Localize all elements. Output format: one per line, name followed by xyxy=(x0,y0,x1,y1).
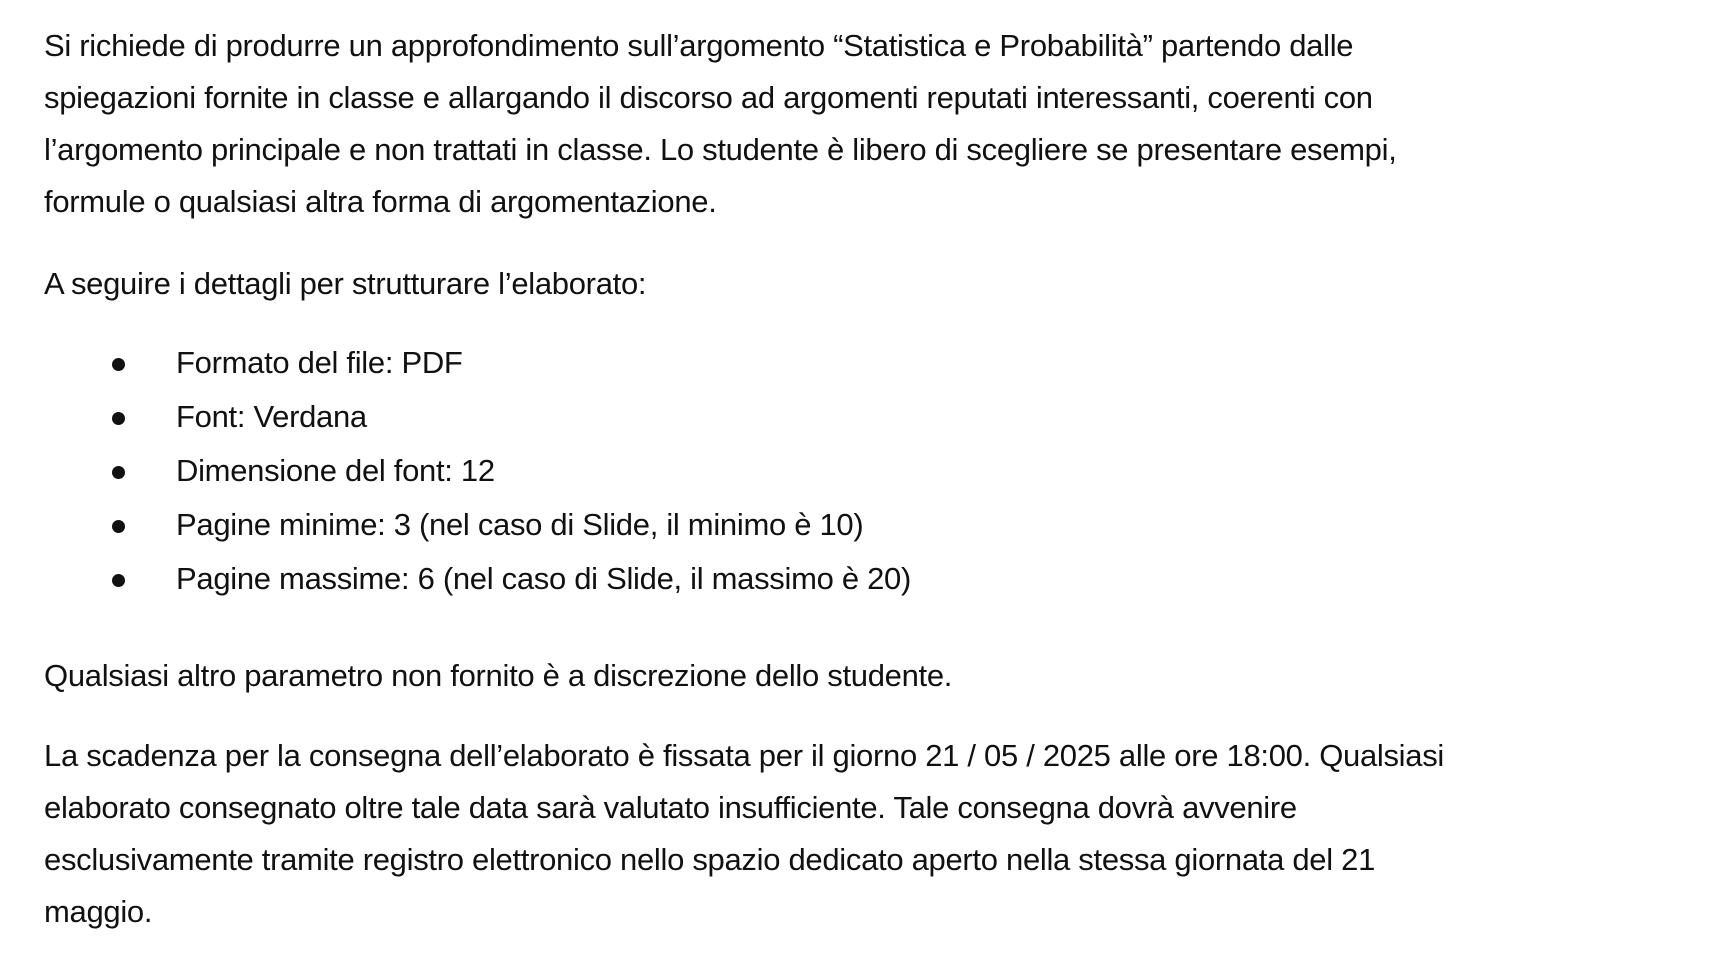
bullet-icon xyxy=(112,412,125,425)
deadline-line: esclusivamente tramite registro elettronico nello spazio dedicato aperto nella stessa giornata del 21 xyxy=(44,842,1376,877)
list-item xyxy=(44,498,911,552)
bullet-icon xyxy=(112,574,125,587)
deadline-line: elaborato consegnato oltre tale data sarà valutato insufficiente. Tale consegna dovrà avvenire xyxy=(44,790,1297,825)
intro-line: spiegazioni fornite in classe e allargando il discorso ad argomenti reputati interessanti, coerenti con xyxy=(44,80,1373,115)
deadline-line: maggio. xyxy=(44,894,153,929)
requirement-text: Pagine minime: 3 (nel caso di Slide, il minimo è 10) xyxy=(176,507,864,542)
list-item xyxy=(44,552,911,606)
bullet-icon xyxy=(112,358,125,371)
bullet-icon xyxy=(112,520,125,533)
bullet-icon xyxy=(112,466,125,479)
intro-line: Si richiede di produrre un approfondimento sull’argomento “Statistica e Probabilità” partendo dalle xyxy=(44,28,1354,63)
list-item xyxy=(44,390,911,444)
list-item xyxy=(44,336,911,390)
requirement-text: Pagine massime: 6 (nel caso di Slide, il massimo è 20) xyxy=(176,561,912,596)
list-item xyxy=(44,444,911,498)
requirements-list xyxy=(44,336,911,606)
deadline-line: La scadenza per la consegna dell’elaborato è fissata per il giorno 21 / 05 / 2025 alle ore 18:00. Qualsiasi xyxy=(44,738,1445,773)
intro-paragraph xyxy=(44,20,1397,228)
discretion-note: Qualsiasi altro parametro non fornito è a discrezione dello studente. xyxy=(44,658,953,693)
details-heading: A seguire i dettagli per strutturare l’elaborato: xyxy=(44,266,647,301)
deadline-paragraph xyxy=(44,730,1444,938)
requirement-text: Dimensione del font: 12 xyxy=(176,453,495,488)
intro-line: l’argomento principale e non trattati in classe. Lo studente è libero di scegliere se presentare esempi, xyxy=(44,132,1397,167)
requirement-text: Formato del file: PDF xyxy=(176,345,463,380)
intro-line: formule o qualsiasi altra forma di argomentazione. xyxy=(44,184,717,219)
requirement-text: Font: Verdana xyxy=(176,399,367,434)
